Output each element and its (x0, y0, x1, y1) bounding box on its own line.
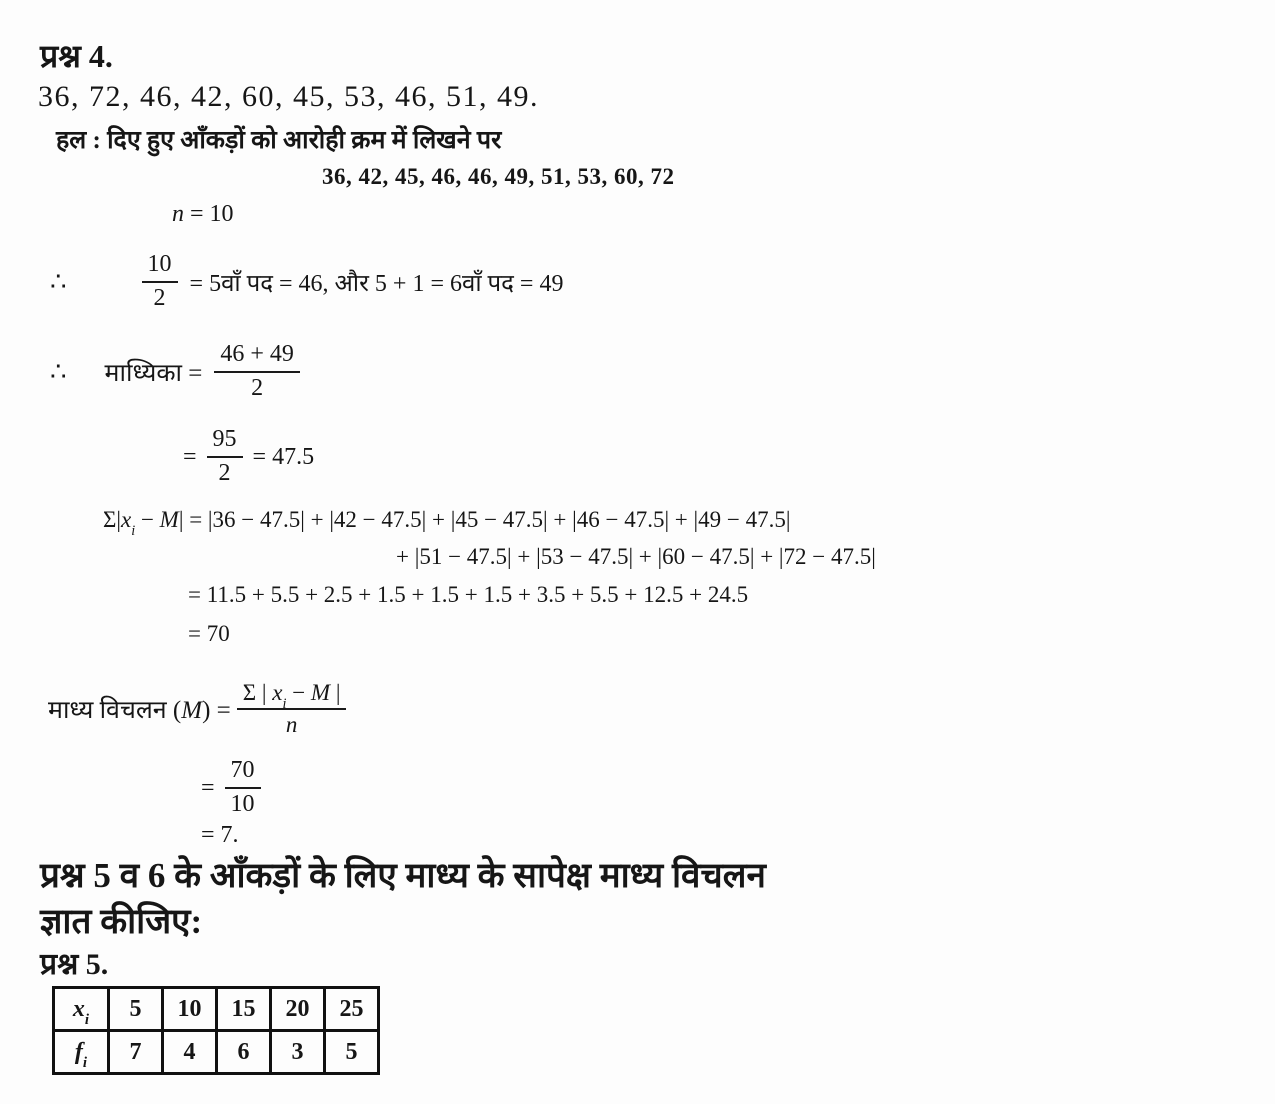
x-value-cell: 20 (271, 988, 325, 1031)
fraction-sum-over-n (237, 680, 347, 739)
f-header-cell (54, 1031, 109, 1074)
fraction-numerator: 10 (142, 251, 178, 283)
x-value-cell: 10 (163, 988, 217, 1031)
table-row-x (54, 988, 379, 1031)
fraction-46-plus-49-over-2 (214, 341, 300, 402)
subscript-i: i (82, 1054, 88, 1071)
questions-5-6-intro-line-1: प्रश्न 5 व 6 के आँकड़ों के लिए माध्य के सापेक्ष माध्य विचलन (40, 856, 766, 895)
equals-sign: = (201, 774, 215, 801)
median-step-row (50, 334, 300, 410)
position-step-result: = 5वाँ पद = 46, और 5 + 1 = 6वाँ पद = 49 (189, 270, 564, 297)
label-post: ) = (202, 697, 231, 724)
x-value-cell: 25 (325, 988, 379, 1031)
fraction-denominator: 2 (251, 375, 264, 401)
median-result: = 47.5 (252, 443, 315, 470)
m-variable: M (310, 679, 331, 705)
f-value-cell: 7 (109, 1031, 163, 1074)
subscript-i: i (282, 695, 287, 712)
solution-intro-line (56, 122, 501, 156)
label-pre: माध्य विचलन ( (48, 697, 182, 724)
table-row-f (54, 1031, 379, 1074)
x-variable: x (72, 995, 85, 1022)
fraction-95-over-2 (207, 426, 243, 487)
solution-label: हल : (56, 127, 101, 154)
bar-equals: | = (178, 507, 208, 532)
mean-deviation-value-row (201, 753, 261, 823)
sum-deviation-line-3: = 11.5 + 5.5 + 2.5 + 1.5 + 1.5 + 1.5 + 3.5 + 5.5 + 12.5 + 24.5 (188, 582, 749, 607)
n-value: = 10 (184, 201, 234, 227)
minus-m: − (135, 507, 160, 532)
bar: | (330, 679, 341, 705)
sum-deviation-line-2: + |51 − 47.5| + |53 − 47.5| + |60 − 47.5| + |72 − 47.5| (396, 544, 876, 569)
fraction-numerator: 95 (207, 426, 243, 458)
solution-intro-text: दिए हुए आँकड़ों को आरोही क्रम में लिखने पर (100, 127, 502, 154)
fraction-numerator (237, 680, 347, 710)
sorted-data-list: 36, 42, 45, 46, 46, 49, 51, 53, 60, 72 (322, 164, 675, 189)
n-variable: n (172, 201, 184, 227)
question-4-heading: प्रश्न 4. (40, 38, 113, 74)
fraction-numerator: 70 (225, 757, 261, 789)
f-value-cell: 4 (163, 1031, 217, 1074)
fraction-denominator: 2 (153, 285, 166, 311)
median-label: माध्यिका = (104, 360, 203, 387)
sum-deviation-line-1 (103, 507, 791, 540)
x-value-cell: 5 (109, 988, 163, 1031)
fraction-70-over-10 (225, 757, 261, 818)
minus: − (286, 679, 311, 705)
f-value-cell: 3 (271, 1031, 325, 1074)
x-value-cell: 15 (217, 988, 271, 1031)
sum-terms-1: |36 − 47.5| + |42 − 47.5| + |45 − 47.5| + |46 − 47.5| + |49 − 47.5| (207, 507, 791, 532)
subscript-i: i (84, 1011, 90, 1028)
mean-deviation-result: = 7. (201, 822, 239, 848)
mean-deviation-label (48, 692, 231, 726)
question-5-heading: प्रश्न 5. (40, 948, 109, 981)
fraction-denominator: 10 (230, 791, 255, 817)
m-variable: M (181, 697, 203, 724)
f-value-cell: 6 (217, 1031, 271, 1074)
mean-deviation-row (48, 666, 346, 752)
question-5-frequency-table (52, 986, 380, 1075)
position-step-row (50, 243, 563, 321)
therefore-symbol-2: ∴ (50, 357, 67, 386)
x-variable: x (121, 507, 132, 532)
m-variable: M (159, 507, 179, 532)
median-value-row (183, 421, 314, 493)
f-value-cell: 5 (325, 1031, 379, 1074)
x-variable: x (272, 679, 283, 705)
f-variable: f (74, 1038, 83, 1065)
questions-5-6-intro-line-2: ज्ञात कीजिए: (40, 902, 203, 941)
sigma-bar: Σ| (103, 507, 121, 532)
therefore-symbol-1: ∴ (50, 267, 67, 296)
sum-deviation-total: = 70 (188, 621, 230, 646)
fraction-denominator: 2 (218, 460, 231, 486)
fraction-10-over-2 (142, 251, 178, 312)
n-equation (172, 201, 234, 228)
question-4-data-list: 36, 72, 46, 42, 60, 45, 53, 46, 51, 49. (38, 80, 539, 113)
x-header-cell (54, 988, 109, 1031)
subscript-i: i (131, 523, 136, 540)
fraction-denominator: n (285, 712, 298, 737)
sigma-bar: Σ | (242, 679, 273, 705)
equals-sign: = (183, 443, 197, 470)
fraction-numerator: 46 + 49 (214, 341, 300, 373)
